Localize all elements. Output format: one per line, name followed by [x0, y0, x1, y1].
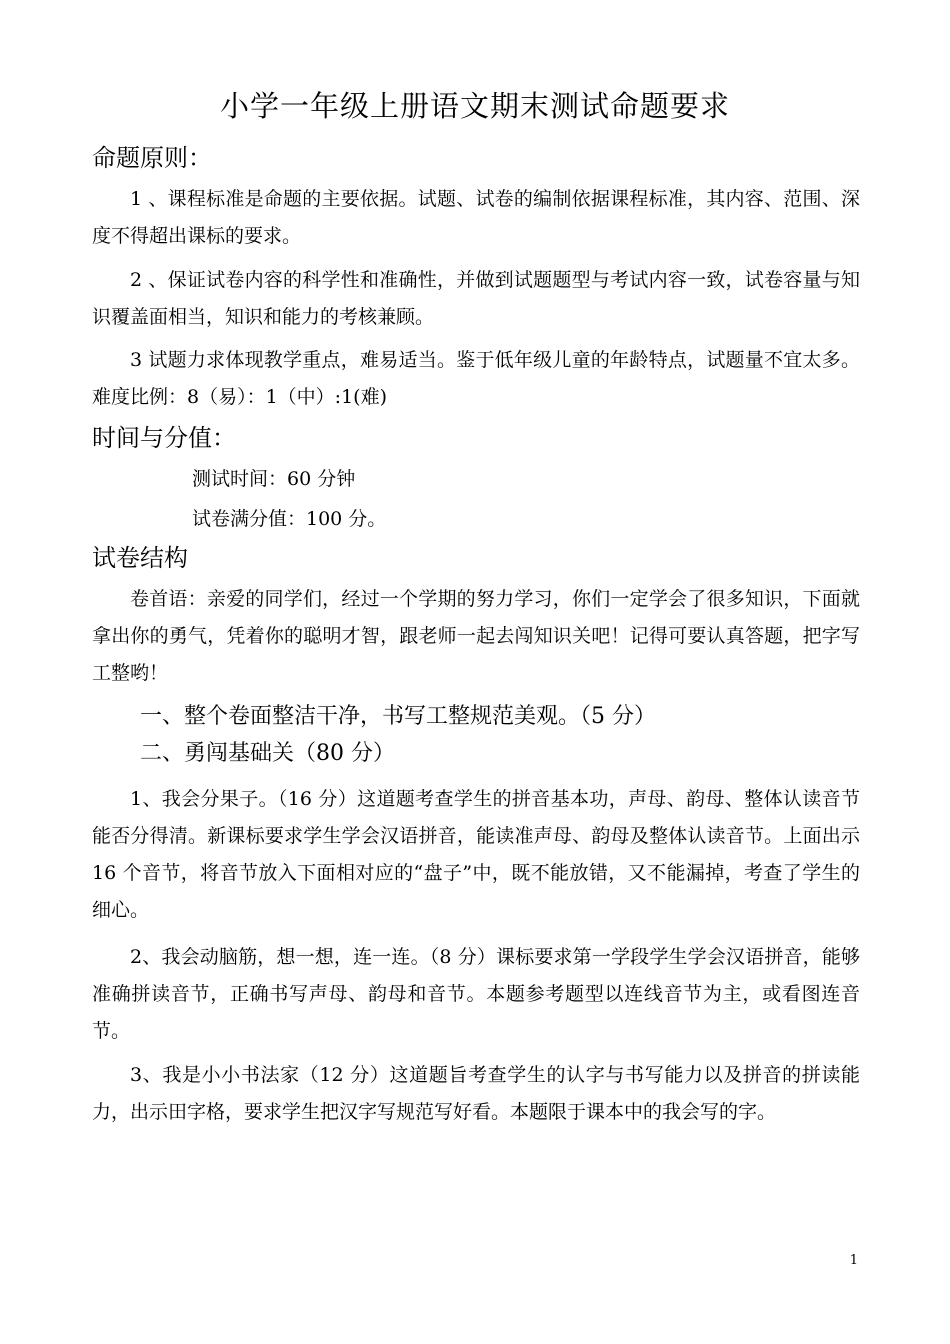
full-score: 试卷满分值：100 分。 [192, 508, 387, 530]
question-3-paragraph: 3、我是小小书法家（12 分）这道题旨考查学生的认字与书写能力以及拼音的拼读能力，出示田字格，要求学生把汉字写规范写好看。本题限于课本中的我会写的字。 [92, 1064, 860, 1123]
part-two-heading: 二、勇闯基础关（80 分） [140, 741, 395, 766]
preface-paragraph: 卷首语：亲爱的同学们，经过一个学期的努力学习，你们一定学会了很多知识，下面就拿出你的勇气，凭着你的聪明才智，跟老师一起去闯知识关吧！记得可要认真答题，把字写工整哟！ [92, 588, 860, 684]
page-number: 1 [849, 1253, 858, 1268]
principle-item-1: 1 、课程标准是命题的主要依据。试题、试卷的编制依据课程标准，其内容、范围、深度不得超出课标的要求。 [92, 188, 860, 247]
part-one-heading: 一、整个卷面整洁干净，书写工整规范美观。（5 分） [140, 704, 656, 729]
question-1-paragraph: 1、我会分果子。（16 分）这道题考查学生的拼音基本功，声母、韵母、整体认读音节能否分得清。新课标要求学生学会汉语拼音，能读准声母、韵母及整体认读音节。上面出示 16 个音节，将音节放入下面相对应的“盘子”中，既不能放错，又不能漏掉，考查了学生的细心。 [92, 788, 860, 921]
test-time: 测试时间：60 分钟 [192, 468, 356, 490]
page-title: 小学一年级上册语文期末测试命题要求 [219, 89, 730, 123]
question-2-paragraph: 2、我会动脑筋，想一想，连一连。（8 分）课标要求第一学段学生学会汉语拼音，能够准确拼读音节，正确书写声母、韵母和音节。本题参考题型以连线音节为主，或看图连音节。 [92, 946, 860, 1042]
principles-heading: 命题原则： [92, 144, 212, 172]
structure-heading: 试卷结构 [92, 544, 188, 572]
principle-item-3: 3 试题力求体现教学重点，难易适当。鉴于低年级儿童的年龄特点，试题量不宜太多。难度比例：8（易）：1（中）:1(难) [92, 349, 860, 408]
time-score-heading: 时间与分值： [92, 424, 236, 452]
principle-item-2: 2 、保证试卷内容的科学性和准确性，并做到试题题型与考试内容一致，试卷容量与知识覆盖面相当，知识和能力的考核兼顾。 [92, 269, 860, 328]
